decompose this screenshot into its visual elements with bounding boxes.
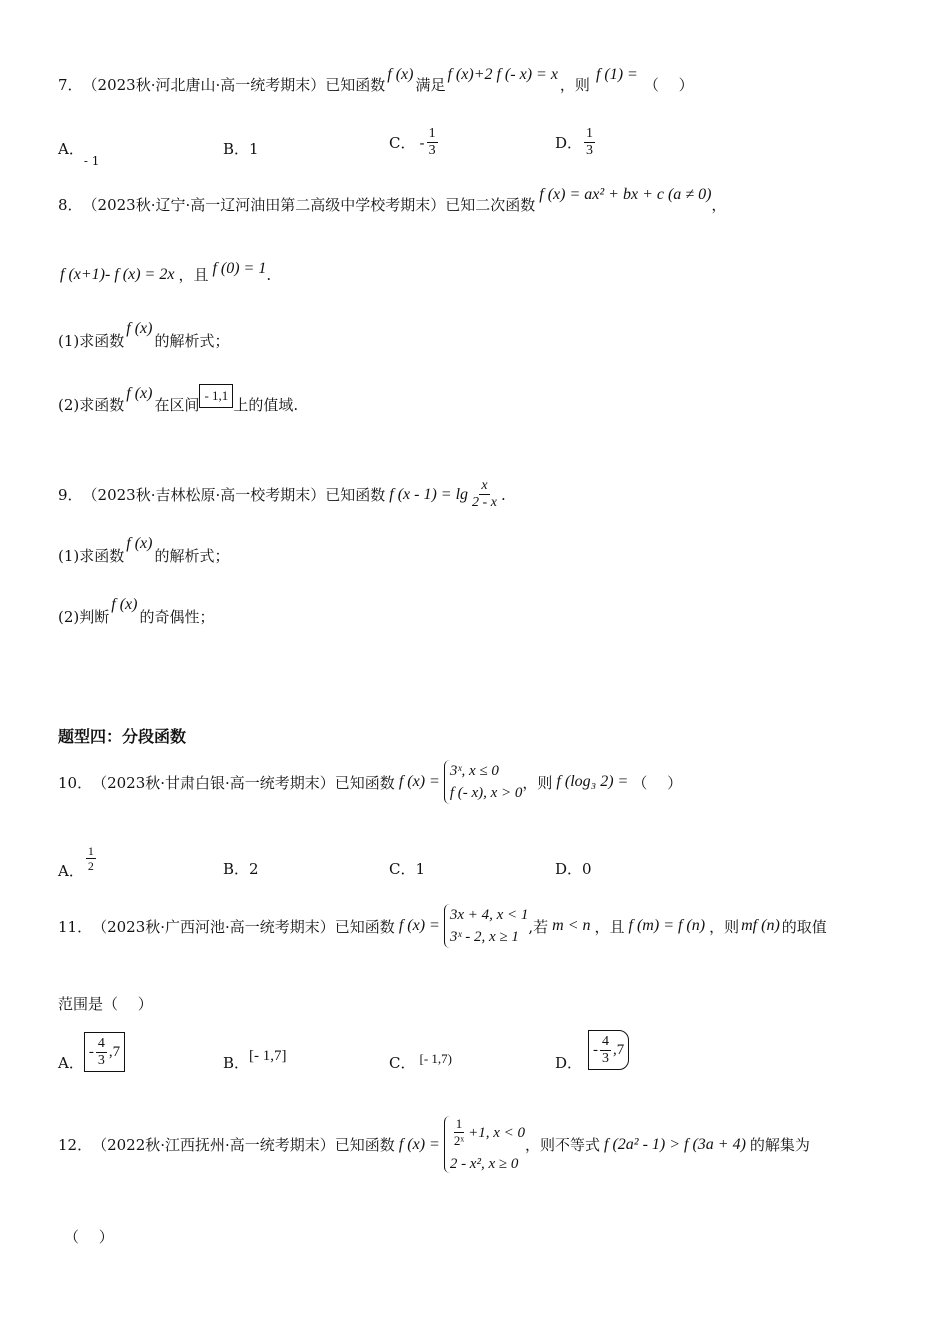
q8-p2-mid: 在区间 [154,395,200,414]
q8-condition-1: f (x+1)- f (x) = 2x [60,265,175,283]
fraction-numerator: 1 [455,1116,463,1131]
option-value: [- 1,7) [419,1050,452,1066]
option-label: A． [58,1053,84,1072]
option-interval [588,1030,629,1070]
q12-text-2: 的解集为 [749,1136,810,1154]
q10-source: （2023秋·甘肃白银·高一统考期末）已知函数 [92,773,395,792]
interval-end: ,7 [108,1043,121,1060]
option-interval [84,1032,125,1072]
q11-condition-1: m < n [552,917,591,934]
option-label: B． [223,140,250,158]
q10-option-c[interactable] [389,858,425,879]
case-1-fraction [452,1116,466,1149]
q7-option-b[interactable] [223,138,259,159]
q9-part-2 [58,595,215,627]
question-9 [58,478,506,511]
case-2: f (- x), x > 0 [449,785,523,801]
q10-ask: f (log₃ 2) = [556,773,629,790]
option-fraction [584,126,595,159]
case-2: 3ˣ - 2, x ≥ 1 [449,929,519,945]
option-label: D． [555,134,583,152]
q7-blank: （ ） [643,76,694,94]
q12-source: （2022秋·江西抚州·高一统考期末）已知函数 [92,1136,395,1154]
fraction-denominator: 3 [428,143,436,158]
option-value: 0 [582,859,592,878]
q9-number: 9． [58,486,83,504]
q7-source: （2023秋·河北唐山·高一统考期末）已知函数 [82,76,386,94]
q11-piecewise [444,904,529,948]
option-value: [- 1,7] [249,1048,287,1064]
q11-option-a[interactable] [58,1032,125,1072]
q8-p1-post: 的解析式； [154,332,230,350]
interval-fraction [96,1036,107,1069]
question-8 [58,185,727,215]
fraction-numerator: 4 [602,1033,610,1049]
fraction-numerator: 4 [97,1035,105,1051]
fraction-denominator: 3 [602,1050,610,1066]
option-sign: - [419,133,425,152]
option-label: C． [389,1054,416,1072]
q8-p2-fx: f (x) [126,385,153,402]
q9-p2-post: 的奇偶性； [139,608,215,626]
q9-period: . [500,485,506,504]
q11-option-d[interactable] [555,1030,629,1070]
option-label: C． [389,134,416,152]
question-10 [58,760,682,804]
q11-condition-2: f (m) = f (n) [628,917,706,934]
q9-part-1 [58,534,230,566]
q11-continuation: 范围是（ ） [58,995,153,1013]
q8-p1-fx: f (x) [126,319,153,337]
question-7 [58,65,694,95]
q10-blank: （ ） [632,773,683,792]
q8-interval: - 1,1 [199,384,233,408]
q9-p1-post: 的解析式； [154,547,230,565]
q11-text-1: ,若 [528,917,549,936]
q8-conditions [60,259,272,285]
q9-p2-fx: f (x) [111,595,138,613]
q11-source: （2023秋·广西河池·高一统考期末）已知函数 [92,917,395,936]
q7-fx: f (x) [387,65,414,83]
q12-piecewise [444,1116,525,1173]
q11-number: 11． [58,917,93,936]
q7-f1: f (1) = [595,65,638,83]
q10-piecewise [444,760,523,804]
case-1-rest: +1, x < 0 [468,1124,525,1141]
fraction-denominator: 2 [87,859,94,873]
question-12 [58,1116,810,1173]
q8-part-1 [58,319,230,351]
q8-p2-post: 上的值域. [233,395,299,414]
case-1: 3ˣ, x ≤ 0 [449,763,499,779]
q8-number: 8． [58,196,83,214]
q10-number: 10． [58,773,93,792]
case-2: 2 - x², x ≥ 0 [449,1156,519,1172]
fraction-numerator: 1 [87,844,94,858]
q12-fx: f (x) = [398,1135,440,1153]
section-title: 题型四：分段函数 [58,727,187,746]
q7-text-2: ，则 [559,76,590,94]
fraction-denominator: 2 - x [472,495,497,510]
option-label: D． [555,1053,583,1072]
q11-text-3: ，则 [709,917,740,936]
q9-p2-text: (2)判断 [58,608,110,626]
option-value: 1 [415,859,426,878]
q8-text-1: ，且 [178,266,209,284]
q11-fx: f (x) = [398,917,440,934]
fraction-numerator: 1 [428,126,436,141]
option-fraction [427,126,438,159]
q10-option-d[interactable] [555,858,592,879]
case-1 [450,1116,525,1149]
fraction-denominator: 3 [97,1052,105,1068]
q8-period: . [266,265,272,284]
q8-p1-text: (1)求函数 [58,332,125,350]
q7-option-d[interactable] [555,126,597,159]
q11-option-c[interactable] [389,1052,452,1073]
fraction-numerator: x [481,478,488,493]
q8-part-2 [58,385,299,416]
q12-blank: （ ） [64,1228,114,1246]
q11-option-b[interactable] [223,1048,287,1073]
interval-sign: - [88,1043,94,1060]
option-label: C． [389,860,416,878]
q10-text-1: ，则 [522,773,553,792]
q8-source: （2023秋·辽宁·高一辽河油田第二高级中学校考期末）已知二次函数 [82,196,536,214]
question-11 [58,904,827,948]
q7-condition: f (x)+2 f (- x) = x [447,65,558,83]
q7-option-c[interactable] [389,126,440,159]
q9-fraction [470,478,499,511]
q8-comma: ， [711,196,727,214]
q12-inequality: f (2a² - 1) > f (3a + 4) [604,1135,746,1153]
option-label: D． [555,860,583,878]
q11-text-4: 的取值 [781,917,827,936]
q8-condition-2: f (0) = 1 [212,259,267,277]
q7-option-a[interactable] [58,138,100,168]
option-label: B． [223,860,250,878]
interval-fraction [600,1034,611,1067]
option-value: 2 [249,859,259,878]
option-label: A． [58,140,84,158]
q10-fx: f (x) = [398,773,440,790]
fraction-denominator: 2ˣ [453,1133,465,1148]
q11-text-2: ，且 [594,917,625,936]
interval-end: ,7 [613,1041,625,1058]
option-label: A． [58,862,84,880]
interval-sign: - [593,1041,599,1058]
q8-expression: f (x) = ax² + bx + c (a ≠ 0) [539,185,712,203]
q10-option-b[interactable] [223,858,259,879]
fraction-denominator: 3 [586,143,594,158]
q9-p1-fx: f (x) [126,534,153,552]
q9-p1-text: (1)求函数 [58,547,125,565]
q11-expression: mf (n) [741,917,780,934]
option-label: B． [223,1054,250,1072]
q12-number: 12． [58,1136,93,1154]
q8-p2-text: (2)求函数 [58,395,125,414]
q12-text-1: ，则不等式 [524,1136,600,1154]
q7-text-1: 满足 [415,76,446,94]
q10-option-a[interactable] [58,844,98,880]
q9-expression-left: f (x - 1) = lg [389,485,469,503]
option-value: 1 [249,139,259,158]
option-fraction [86,844,96,873]
q9-source: （2023秋·吉林松原·高一校考期末）已知函数 [82,486,386,504]
q7-number: 7． [58,76,83,94]
option-value: - 1 [83,153,100,168]
fraction-numerator: 1 [586,126,594,141]
case-1: 3x + 4, x < 1 [449,907,529,923]
